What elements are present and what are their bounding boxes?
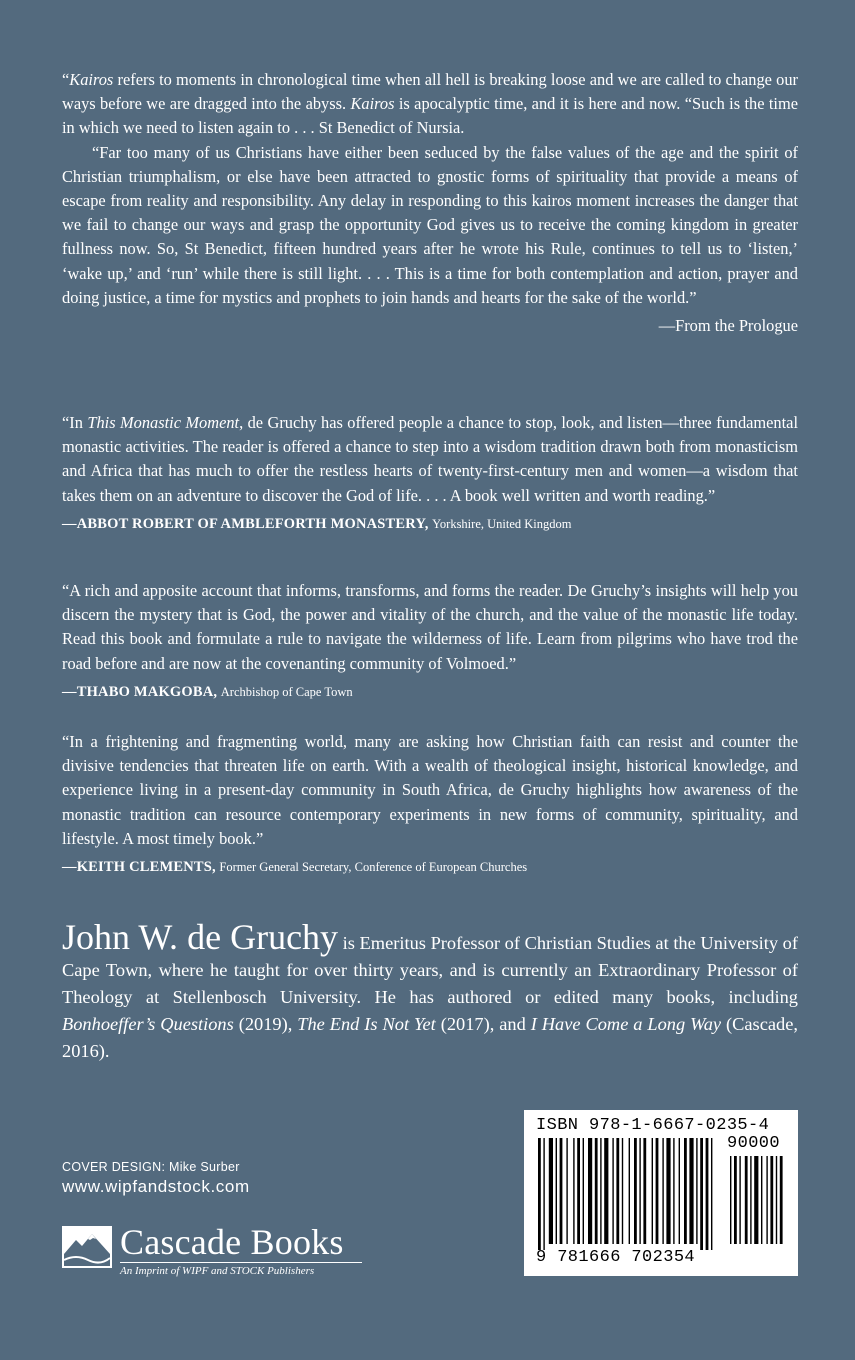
barcode-bar [573, 1138, 574, 1244]
isbn-barcode [524, 1110, 798, 1276]
barcode-bar [776, 1156, 777, 1244]
barcode-bar [577, 1138, 580, 1244]
barcode-bar [652, 1138, 653, 1244]
barcode-bar [600, 1138, 601, 1244]
barcode-bar [711, 1138, 712, 1250]
prologue-excerpt [62, 68, 798, 338]
endorsement-text: “In a frightening and fragmenting world, many are asking how Christian faith can resist and counter the divisive tendencies that threaten life on earth. With a wealth of theological insight, historical knowledge, and experience living in a present-day community in South Africa, de Gruchy highlights how awareness of the monastic tradition can resource contemporary experiments in new forms of community, spirituality, and lifestyle. A most timely book.” [62, 732, 798, 848]
endorsement-attribution: —ABBOT ROBERT OF AMBLEFORTH MONASTERY, Yorkshire, United Kingdom [62, 515, 572, 532]
back-cover [62, 68, 799, 1061]
barcode-bar [643, 1138, 646, 1244]
barcode-bar [750, 1156, 751, 1244]
barcode-bar [604, 1138, 608, 1244]
barcode-bar [543, 1138, 544, 1250]
barcode-bar [761, 1156, 762, 1244]
endorsement [62, 411, 798, 535]
barcode-bar [706, 1138, 709, 1250]
isbn-number: ISBN 978-1-6667-0235-4 [536, 1116, 770, 1135]
barcode-bar [684, 1138, 687, 1244]
credits [62, 1160, 250, 1197]
barcode-bar [745, 1156, 748, 1244]
endorsement-text: “In This Monastic Moment, de Gruchy has offered people a chance to stop, look, and listen—three fundamental monastic activities. The reader is offered a chance to step into a wisdom tradition drawn both from monasticism and Africa that has much to offer the restless hearts of twenty-first-century men and women—a wisdom that takes them on an adventure to discover the God of life. . . . A book well written and worth reading.” [62, 413, 799, 505]
barcode-bar [662, 1138, 663, 1244]
barcode-bar [780, 1156, 783, 1244]
barcode-bar [588, 1138, 592, 1244]
mountain-icon [62, 1224, 114, 1270]
barcode-bar [689, 1138, 693, 1244]
endorsement [62, 579, 798, 703]
barcode-bar [560, 1138, 563, 1244]
publisher-logo [62, 1224, 362, 1277]
barcode-bar [595, 1138, 598, 1244]
author-bio-text: John W. de Gruchy is Emeritus Professor of Christian Studies at the University of Cape Town, where he taught for over thirty years, and is currently an Extraordinary Professor of Theology at Stellenbosch University. He has authored or edited many books, including Bonhoeffer’s Questions (2019), The End Is Not Yet (2017), and I Have Come a Long Way (Cascade, 2016). [62, 917, 798, 1061]
author-bio [62, 917, 798, 1065]
prologue-paragraph-2: “Far too many of us Christians have either been seduced by the false values of the age and the spirit of Christian triumphalism, or else have been attracted to gnostic forms of spirituality that provide a means of escape from reality and responsibility. Any delay in responding to this kairos moment increases the danger that we fail to change our ways and grasp the opportunity God gives us to receive the coming kingdom in greater fullness now. So, St Benedict, fifteen hundred years after he wrote his Rule, continues to tell us to ‘listen,’ ‘wake up,’ and ‘run’ while there is still light. . . . This is a time for both contemplation and action, prayer and doing justice, a time for mystics and prophets to join hands and hearts for the sake of the world.” [62, 142, 798, 307]
barcode-bar [700, 1138, 703, 1250]
barcode-bar [734, 1156, 737, 1244]
endorsement-text: “A rich and apposite account that informs, transforms, and forms the reader. De Gruchy’s insights will help you discern the mystery that is God, the power and vitality of the church, and the value of the monastic life today. Read this book and formulate a rule to navigate the wilderness of life. Learn from pilgrims who have trod the road before and are now at the covenanting community of Volmoed.” [62, 581, 798, 673]
barcode-bar [583, 1138, 584, 1244]
prologue-paragraph-1: “Kairos refers to moments in chronological time when all hell is breaking loose and we are called to change our ways before we are dragged into the abyss. Kairos is apocalyptic time, and it is here and now. “Such is the time in which we need to listen again to . . . St Benedict of Nursia. [62, 70, 798, 138]
author-name: John W. de Gruchy [62, 917, 339, 957]
barcode-bar [612, 1138, 613, 1244]
barcode-bar [622, 1138, 623, 1244]
publisher-name: Cascade Books [120, 1222, 344, 1262]
barcode-bar [556, 1138, 557, 1244]
barcode-bar [629, 1138, 630, 1244]
barcode-bar [770, 1156, 773, 1244]
barcode-bar [696, 1138, 697, 1244]
barcode-bar [673, 1138, 674, 1244]
price-code: 90000 [727, 1134, 781, 1153]
publisher-website: www.wipfandstock.com [62, 1177, 250, 1196]
barcode-bar [679, 1138, 680, 1244]
publisher-tagline: An Imprint of WIPF and STOCK Publishers [120, 1265, 315, 1277]
barcode-bar [639, 1138, 640, 1244]
cover-design-credit: COVER DESIGN: Mike Surber [62, 1160, 240, 1174]
prologue-source: —From the Prologue [658, 316, 798, 336]
barcode-bar [538, 1138, 541, 1250]
barcode-bar [656, 1138, 659, 1244]
divider [120, 1262, 362, 1263]
endorsement-attribution: —THABO MAKGOBA, Archbishop of Cape Town [62, 683, 353, 700]
barcode-bar [739, 1156, 740, 1244]
barcode-bar [566, 1138, 567, 1244]
endorsement-attribution: —KEITH CLEMENTS, Former General Secretary, Conference of European Churches [62, 859, 528, 876]
barcode-bar [549, 1138, 553, 1244]
barcode-bar [666, 1138, 670, 1244]
barcode-bar [634, 1138, 637, 1244]
barcode-digits: 9 781666 702354 [536, 1248, 696, 1267]
barcode-bar [730, 1156, 731, 1244]
barcode-bar [766, 1156, 767, 1244]
barcode-bar [754, 1156, 758, 1244]
barcode-bar [616, 1138, 619, 1244]
endorsement [62, 730, 798, 878]
